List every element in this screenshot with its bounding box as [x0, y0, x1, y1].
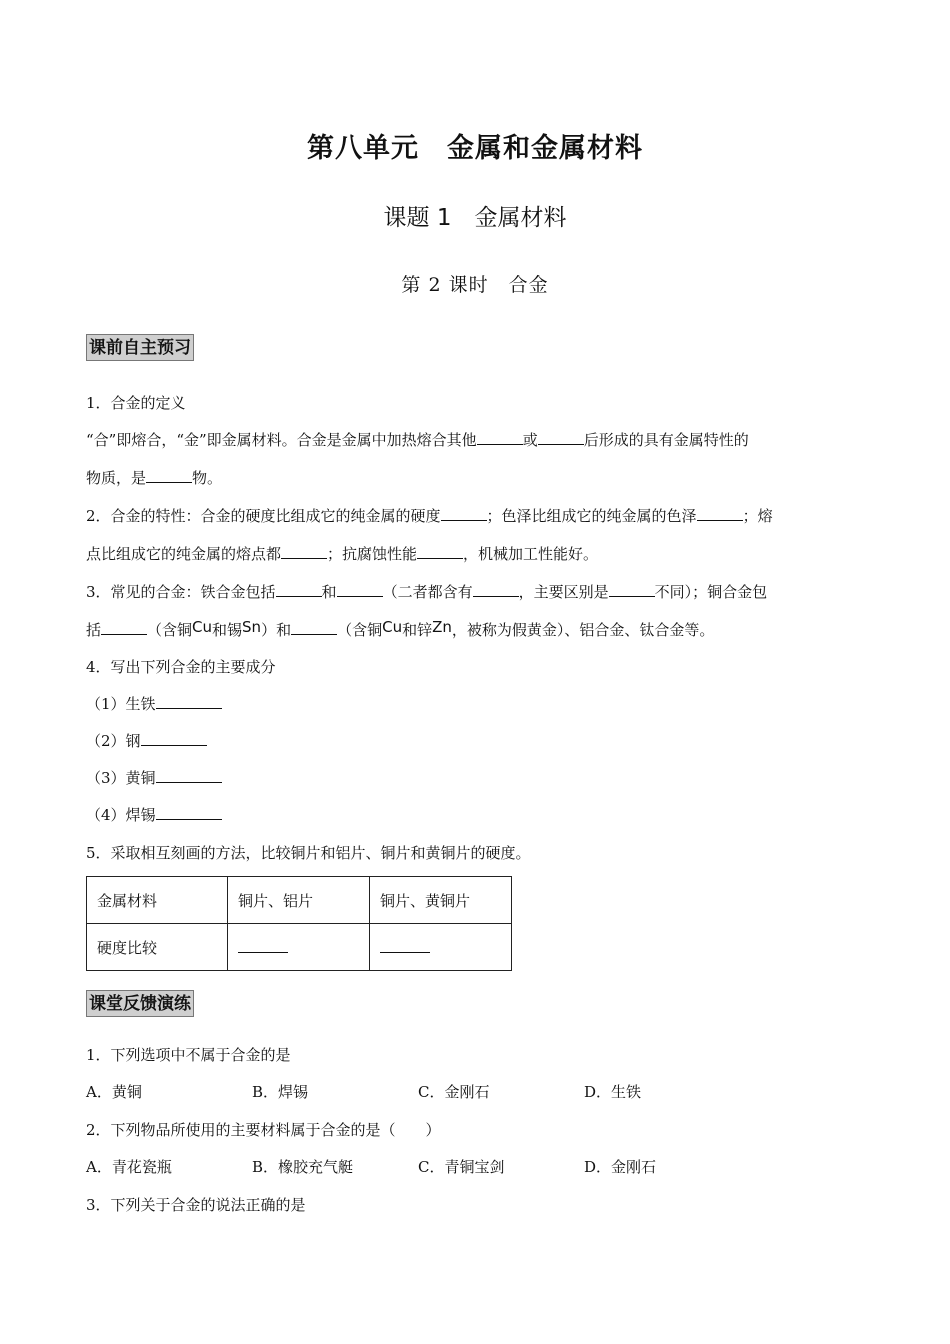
- answer-blank[interactable]: [238, 938, 288, 953]
- answer-blank[interactable]: [141, 731, 207, 746]
- table-cell: 铜片、铝片: [228, 877, 370, 924]
- preview-q1-line1: [86, 430, 749, 450]
- answer-blank[interactable]: [337, 582, 383, 597]
- text: （2）钢: [86, 732, 141, 750]
- answer-blank[interactable]: [156, 694, 222, 709]
- table-row: [87, 924, 512, 971]
- answer-blank[interactable]: [538, 430, 584, 445]
- preview-q4-item: [86, 805, 222, 825]
- option-c[interactable]: C．金刚石: [418, 1083, 490, 1101]
- text: （4）焊锡: [86, 806, 156, 824]
- option-c[interactable]: C．青铜宝剑: [418, 1158, 505, 1176]
- answer-blank[interactable]: [291, 620, 337, 635]
- preview-q4-item: [86, 768, 222, 788]
- preview-q4-heading: 4．写出下列合金的主要成分: [86, 658, 276, 676]
- copper-symbol: Cu: [192, 618, 213, 636]
- feedback-q1: 1．下列选项中不属于合金的是: [86, 1046, 291, 1064]
- feedback-q2: 2．下列物品所使用的主要材料属于合金的是（ ）: [86, 1121, 441, 1139]
- answer-blank[interactable]: [473, 582, 519, 597]
- text: ；色泽比组成它的纯金属的色泽: [486, 507, 697, 525]
- preview-q5-heading: 5．采取相互刻画的方法，比较铜片和铝片、铜片和黄铜片的硬度。: [86, 844, 531, 862]
- option-d[interactable]: D．金刚石: [584, 1158, 657, 1176]
- table-row: [87, 877, 512, 924]
- answer-blank[interactable]: [276, 582, 322, 597]
- option-a[interactable]: A．黄铜: [86, 1083, 142, 1101]
- option-b[interactable]: B．焊锡: [252, 1083, 309, 1101]
- text: “合”即熔合，“金”即金属材料。合金是金属中加热熔合其他: [86, 431, 477, 449]
- answer-blank[interactable]: [441, 506, 487, 521]
- text: （1）生铁: [86, 695, 156, 713]
- answer-blank[interactable]: [101, 620, 147, 635]
- section-feedback-heading: 课堂反馈演练: [86, 990, 194, 1017]
- answer-blank[interactable]: [417, 544, 463, 559]
- text: 物质，是: [86, 469, 147, 487]
- text: 后形成的具有金属特性的: [583, 431, 749, 449]
- option-b[interactable]: B．橡胶充气艇: [252, 1158, 354, 1176]
- table-cell: 硬度比较: [87, 924, 228, 971]
- hardness-table: [86, 876, 512, 971]
- copper-symbol: Cu: [382, 618, 403, 636]
- unit-title: 第八单元 金属和金属材料: [307, 133, 643, 164]
- text: （二者都含有: [382, 583, 473, 601]
- answer-blank[interactable]: [156, 768, 222, 783]
- text: 物。: [192, 469, 223, 487]
- option-a[interactable]: A．青花瓷瓶: [86, 1158, 172, 1176]
- table-cell: 铜片、黄铜片: [370, 877, 512, 924]
- preview-q4-item: [86, 694, 222, 714]
- text: 3．常见的合金：铁合金包括: [86, 583, 276, 601]
- feedback-q3: 3．下列关于合金的说法正确的是: [86, 1196, 306, 1214]
- text: ，被称为假黄金）、铝合金、钛合金等。: [451, 621, 715, 639]
- answer-blank[interactable]: [697, 506, 743, 521]
- text: 不同）；铜合金包: [654, 583, 768, 601]
- topic-title: 课题 1 金属材料: [383, 205, 567, 231]
- preview-q3-line2: [86, 620, 714, 640]
- answer-blank[interactable]: [477, 430, 523, 445]
- lesson-title: 第 2 课时 合金: [401, 274, 549, 296]
- preview-q1-line2: [86, 468, 222, 488]
- preview-q1-heading: 1．合金的定义: [86, 394, 186, 412]
- text: ；熔: [742, 507, 773, 525]
- preview-q2-line1: [86, 506, 773, 526]
- text: 2．合金的特性：合金的硬度比组成它的纯金属的硬度: [86, 507, 441, 525]
- preview-q3-line1: [86, 582, 767, 602]
- text: 和: [321, 583, 337, 601]
- table-cell: 金属材料: [87, 877, 228, 924]
- text: 和锌: [402, 621, 433, 639]
- answer-blank[interactable]: [156, 805, 222, 820]
- table-cell: [228, 924, 370, 971]
- zinc-symbol: Zn: [432, 618, 452, 636]
- text: 或: [522, 431, 538, 449]
- text: （3）黄铜: [86, 769, 156, 787]
- preview-q4-item: [86, 731, 207, 751]
- text: 和锡: [212, 621, 243, 639]
- section-preview-heading: 课前自主预习: [86, 334, 194, 361]
- text: ，机械加工性能好。: [463, 545, 599, 563]
- text: （含铜: [337, 621, 383, 639]
- tin-symbol: Sn: [242, 618, 262, 636]
- answer-blank[interactable]: [146, 468, 192, 483]
- text: 括: [86, 621, 102, 639]
- table-cell: [370, 924, 512, 971]
- option-d[interactable]: D．生铁: [584, 1083, 642, 1101]
- text: （含铜: [147, 621, 193, 639]
- text: 点比组成它的纯金属的熔点都: [86, 545, 282, 563]
- text: ，主要区别是: [518, 583, 609, 601]
- text: ）和: [261, 621, 292, 639]
- preview-q2-line2: [86, 544, 598, 564]
- answer-blank[interactable]: [609, 582, 655, 597]
- answer-blank[interactable]: [380, 938, 430, 953]
- text: ；抗腐蚀性能: [327, 545, 418, 563]
- answer-blank[interactable]: [281, 544, 327, 559]
